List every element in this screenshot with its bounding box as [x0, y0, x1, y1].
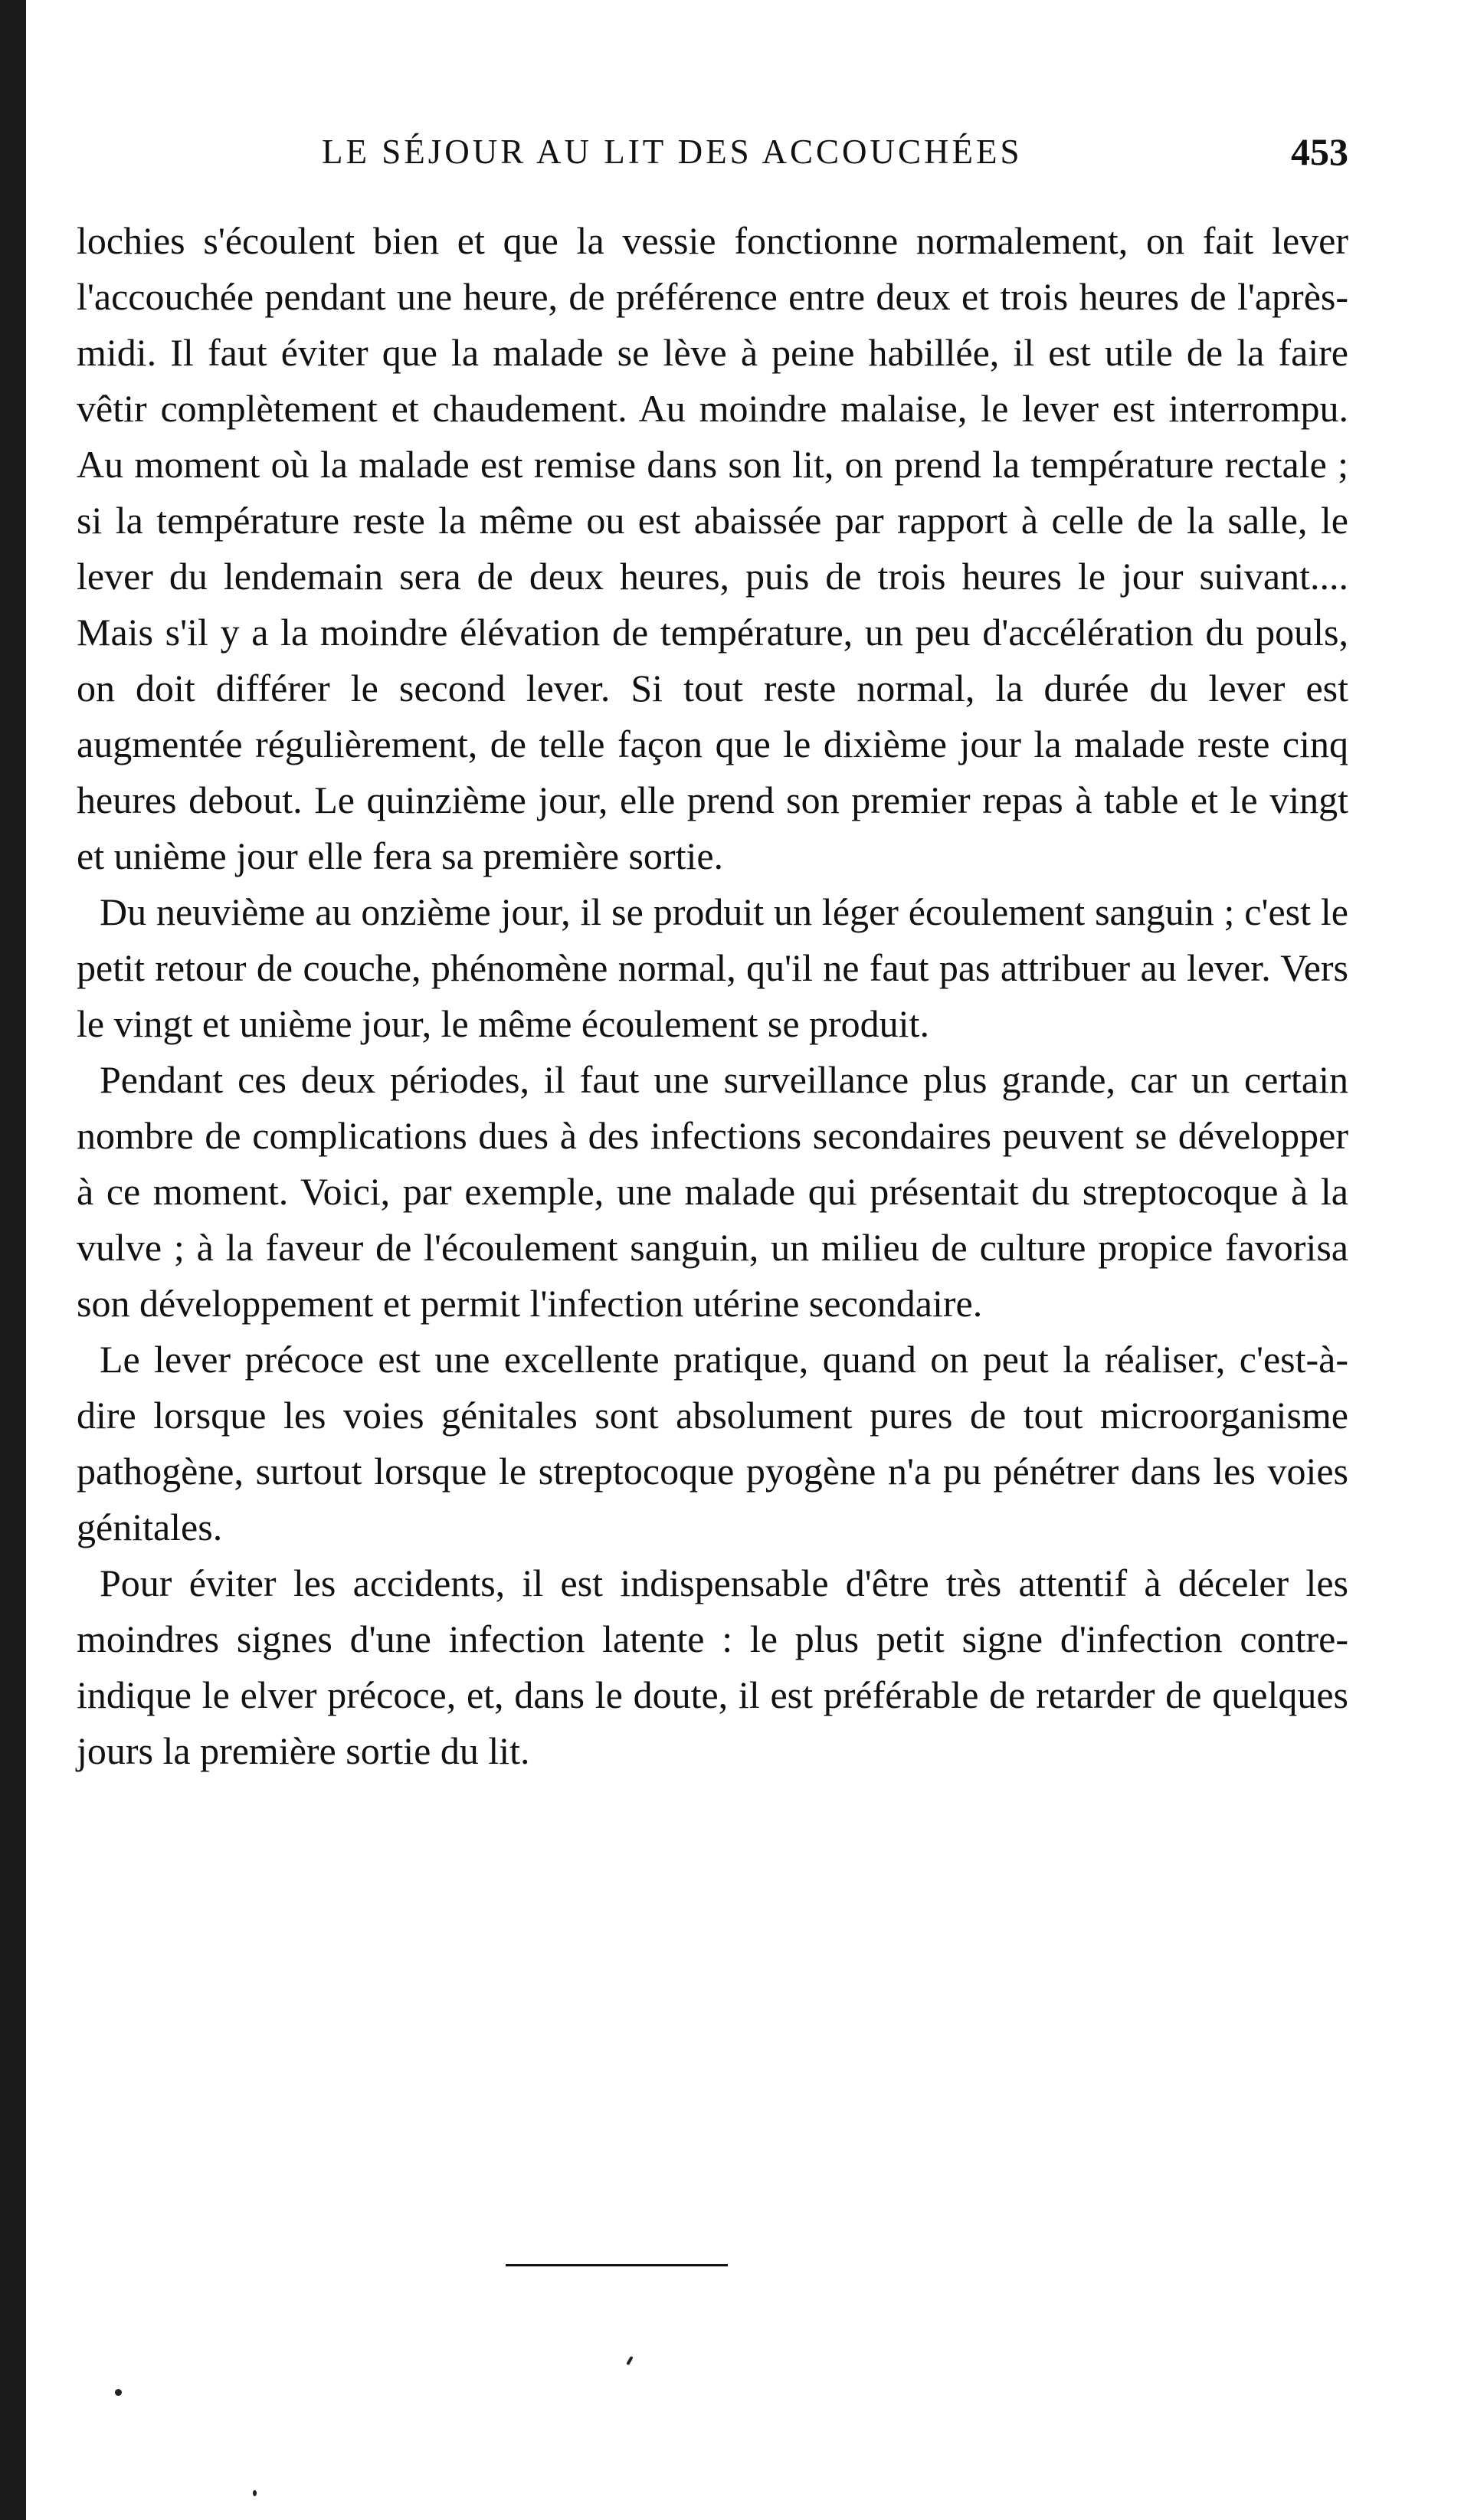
paragraph-avoid-accidents: Pour éviter les accidents, il est indispensable d'être très attentif à déceler les moindres signes d'une infection latente : le plus petit signe d'infection contre-indique le elver précoce, et, dans le doute, il est préférable de retarder de quelques jours la première sortie du lit.	[77, 1561, 1348, 1772]
running-head	[77, 129, 1348, 175]
paragraph-return-of-bleeding: Du neuvième au onzième jour, il se produit un léger écoulement sanguin ; c'est le petit retour de couche, phénomène normal, qu'il ne faut pas attribuer au lever. Vers le vingt et unième jour, le même écoulement se produit.	[77, 890, 1348, 1045]
page-number: 453	[1291, 130, 1348, 173]
book-page	[77, 0, 1348, 2520]
running-title: LE SÉJOUR AU LIT DES ACCOUCHÉES	[322, 133, 1023, 171]
paragraph-continuation: lochies s'écoulent bien et que la vessie fonctionne normalement, on fait lever l'accouchée pendant une heure, de préférence entre deux et trois heures de l'après-midi. Il faut éviter que la malade se lève à peine habillée, il est utile de la faire vêtir complètement et chaudement. Au moindre malaise, le lever est interrompu. Au moment où la malade est remise dans son lit, on prend la température rectale ; si la température reste la même ou est abaissée par rapport à celle de la salle, le lever du lendemain sera de deux heures, puis de trois heures le jour suivant.... Mais s'il y a la moindre élévation de température, un peu d'accélération du pouls, on doit différer le second lever. Si tout reste normal, la durée du lever est augmentée régulièrement, de telle façon que le dixième jour la malade reste cinq heures debout. Le quinzième jour, elle prend son premier repas à table et le vingt et unième jour elle fera sa première sortie.	[77, 219, 1348, 877]
page-binding-edge	[0, 0, 26, 2520]
scan-speck	[115, 2389, 122, 2396]
section-end-rule	[506, 2264, 728, 2266]
paragraph-surveillance: Pendant ces deux périodes, il faut une surveillance plus grande, car un certain nombre de complications dues à des infections secondaires peuvent se développer à ce moment. Voici, par exemple, une malade qui présentait du streptocoque à la vulve ; à la faveur de l'écoulement sanguin, un milieu de culture propice favorisa son développement et permit l'infection utérine secondaire.	[77, 1058, 1348, 1325]
paragraph-early-rising: Le lever précoce est une excellente pratique, quand on peut la réaliser, c'est-à-dire lorsque les voies génitales sont absolument pures de tout microorganisme pathogène, surtout lorsque le streptocoque pyogène n'a pu pénétrer dans les voies génitales.	[77, 1338, 1348, 1548]
body-text	[77, 213, 1348, 1779]
scan-speck	[253, 2490, 257, 2496]
